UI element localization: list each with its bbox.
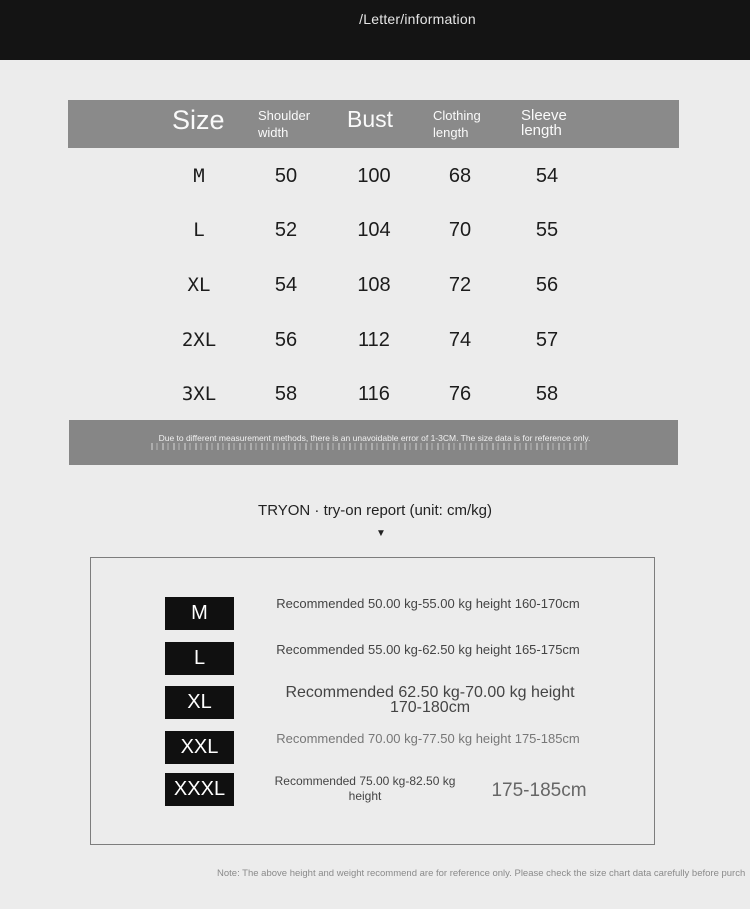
cell-bust: 112 (358, 329, 390, 351)
cell-size: 2XL (181, 329, 217, 351)
recommendation-text: Recommended 75.00 kg-82.50 kg height (274, 774, 456, 803)
cell-length: 76 (448, 383, 472, 405)
size-badge: XL (165, 686, 234, 719)
cell-bust: 100 (357, 165, 391, 187)
recommendation-text: Recommended 70.00 kg-77.50 kg height 175-185cm (276, 731, 580, 746)
cell-bust: 116 (358, 383, 390, 405)
recommendation-text: Recommended 62.50 kg-70.00 kg height 170-180cm (285, 684, 575, 716)
recommendation-height: 175-185cm (491, 780, 587, 801)
cell-bust: 104 (357, 219, 391, 241)
table-row (68, 313, 679, 367)
table-row (68, 367, 679, 421)
cell-length: 68 (448, 165, 472, 187)
footer-note: Note: The above height and weight recommend are for reference only. Please check the size chart data carefully before purch (217, 868, 746, 879)
size-badge: M (165, 597, 234, 630)
cell-shoulder: 52 (274, 219, 298, 241)
cell-length: 70 (448, 219, 472, 241)
size-chart (68, 100, 679, 466)
table-row (68, 203, 679, 257)
measurement-note-bar (69, 420, 678, 465)
cell-sleeve: 55 (535, 219, 559, 241)
size-badge: XXL (165, 731, 234, 764)
cell-length: 72 (448, 274, 472, 296)
cell-shoulder: 56 (274, 329, 298, 351)
column-header-bust: Bust (347, 106, 394, 132)
table-row (68, 149, 679, 203)
cell-shoulder: 58 (274, 383, 298, 405)
cell-size: L (193, 219, 205, 241)
column-header-shoulder-width: Shoulder width (258, 108, 311, 140)
cell-size: 3XL (181, 383, 217, 405)
cell-bust: 108 (357, 274, 391, 296)
cell-sleeve: 54 (535, 165, 559, 187)
recommendation-text: Recommended 50.00 kg-55.00 kg height 160-170cm (276, 596, 580, 611)
column-header-size: Size (172, 105, 225, 135)
size-chart-header (68, 100, 679, 148)
table-row (68, 258, 679, 312)
tryon-report-box (90, 557, 655, 845)
cell-shoulder: 50 (274, 165, 298, 187)
cell-sleeve: 57 (535, 329, 559, 351)
column-header-sleeve-length: Sleeve length (521, 107, 567, 139)
cell-shoulder: 54 (274, 274, 298, 296)
header-bar (0, 0, 750, 60)
cell-size: M (193, 165, 205, 187)
note-texture (151, 443, 591, 450)
down-arrow-icon: ▼ (376, 528, 386, 539)
column-header-clothing-length: Clothing length (433, 108, 481, 140)
tryon-heading: TRYON · try-on report (unit: cm/kg) (258, 502, 492, 519)
cell-size: XL (187, 274, 211, 296)
size-badge: L (165, 642, 234, 675)
cell-sleeve: 56 (535, 274, 559, 296)
size-badge: XXXL (165, 773, 234, 806)
page-title: /Letter/information (359, 11, 476, 27)
recommendation-text: Recommended 55.00 kg-62.50 kg height 165-175cm (276, 642, 580, 657)
cell-length: 74 (448, 329, 472, 351)
cell-sleeve: 58 (535, 383, 559, 405)
measurement-note: Due to different measurement methods, there is an unavoidable error of 1-3CM. The size data is for reference only. (158, 433, 591, 443)
